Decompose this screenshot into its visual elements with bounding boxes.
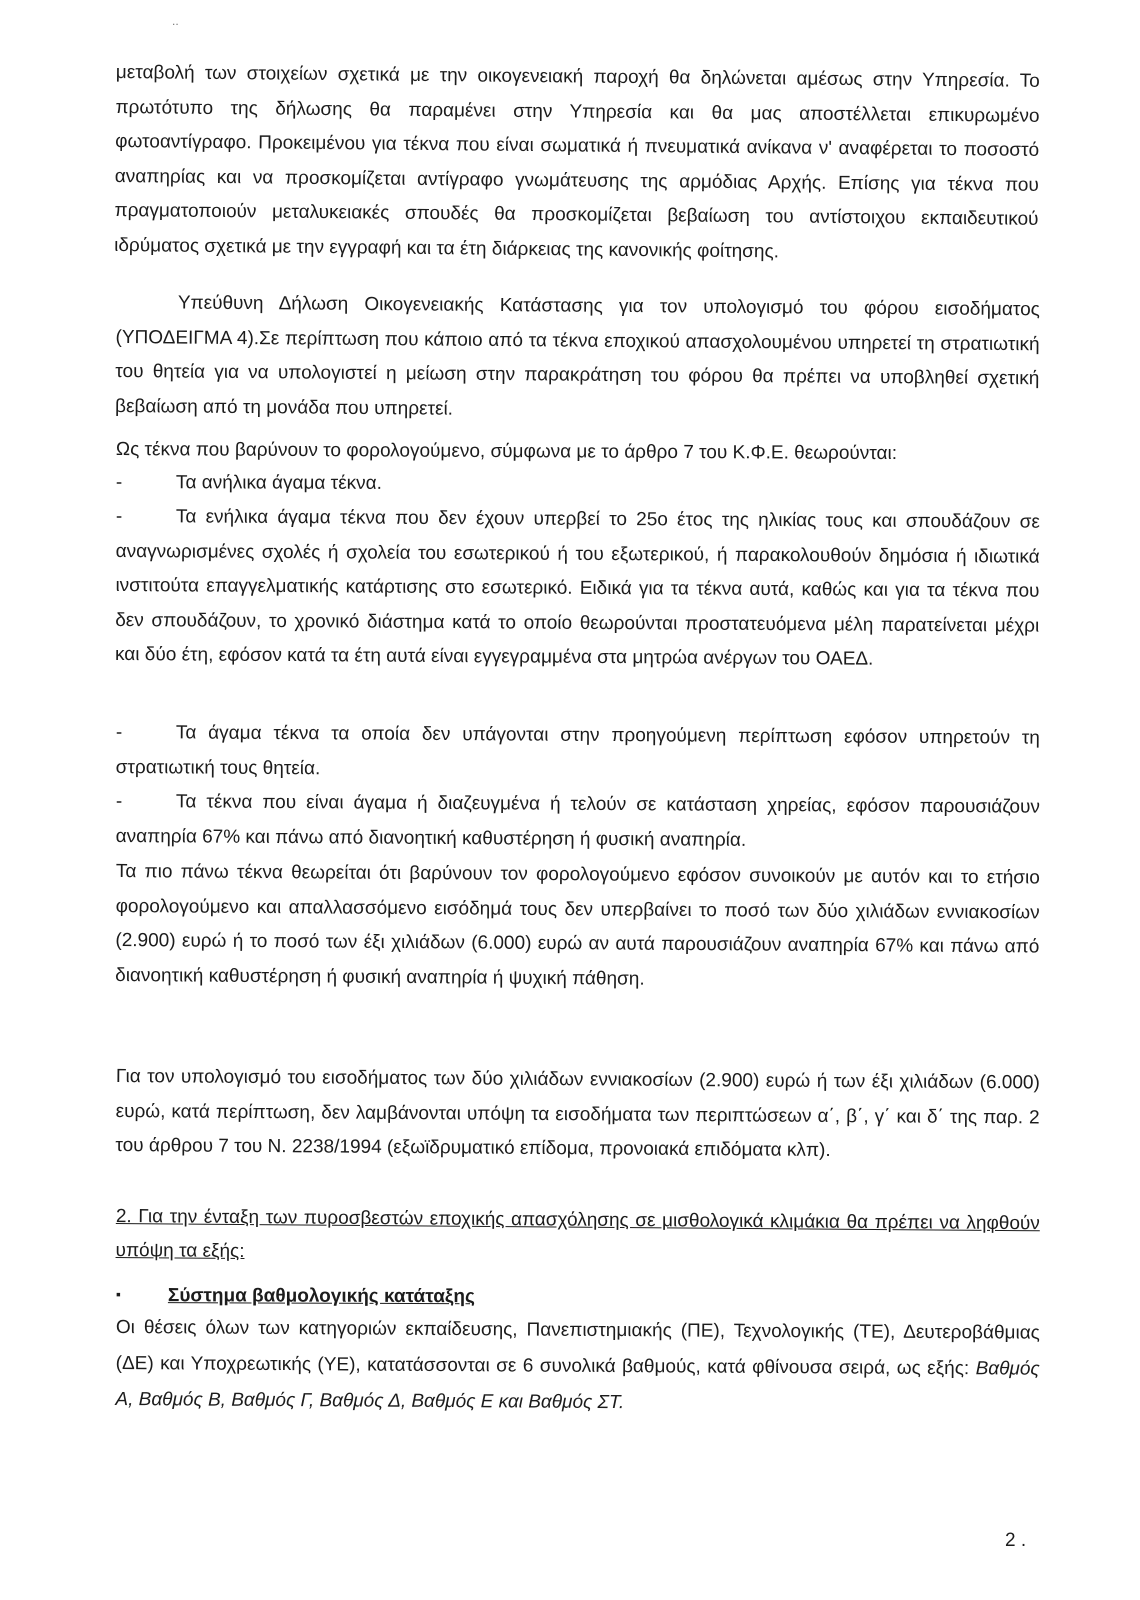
grading-system-subheading [116, 1277, 475, 1314]
grades-list: Βαθμός Α, Βαθμός Β, Βαθμός Γ, Βαθμός Δ, Βαθμός Ε και Βαθμός ΣΤ. [115, 1358, 1040, 1414]
section-2-heading: 2. Για την ένταξη των πυροσβεστών εποχικής απασχόλησης σε μισθολογικά κλιμάκια θα πρέπει να ληφθούν υπόψη τα εξής: [115, 1205, 1040, 1263]
paragraph-grades [115, 1310, 1040, 1424]
page-number: 2 . [1005, 1530, 1027, 1551]
paragraph-tax-declaration: Υπεύθυνη Δήλωση Οικογενειακής Κατάστασης για τον υπολογισμό του φόρου εισοδήματος (ΥΠΟΔΕΙΓΜΑ 4).Σε περίπτωση που κάποιο από τα τέκνα εποχικού απασχολουμένου υπηρετεί τη στρατιωτική του θητεία για να υπολογιστεί η μείωση στην παρακράτηση του φόρου θα πρέπει να υποβληθεί σχετική βεβαίωση από τη μονάδα που υπηρετεί. [114, 292, 1040, 420]
paragraph-dependents-intro: Ως τέκνα που βαρύνουν το φορολογούμενο, σύμφωνα με το άρθρο 7 του Κ.Φ.Ε. θεωρούνται: [115, 438, 898, 465]
paragraph-dependents-conditions: Τα πιο πάνω τέκνα θεωρείται ότι βαρύνουν τον φορολογούμενο εφόσον συνοικούν με αυτόν και το ετήσιο φορολογούμενο και απαλλασσόμενο εισόδημά τους δεν υπερβαίνει το ποσό των δύο χιλιάδων εννιακοσίων (2.900) ευρώ ή το ποσό των έξι χιλιάδων (6.000) ευρώ αν αυτά παρουσιάζουν αναπηρία 67% και πάνω από διανοητική καθυστέρηση ή φυσική αναπηρία ή ψυχική πάθηση. [115, 860, 1040, 990]
grades-description: Οι θέσεις όλων των κατηγοριών εκπαίδευσης, Πανεπιστημιακής (ΠΕ), Τεχνολογικής (ΤΕ), Δευτεροβάθμιας (ΔΕ) και Υποχρεωτικής (ΥΕ), κατατάσσονται σε 6 συνολικά βαθμούς, κατά φθίνουσα σειρά, ως εξής: [115, 1316, 1040, 1380]
list-item [116, 466, 1040, 504]
list-marker: - [115, 505, 123, 528]
list-marker: - [115, 721, 123, 744]
list-marker: - [115, 471, 123, 494]
list-item-text: Τα τέκνα που είναι άγαμα ή διαζευγμένα ή τελούν σε κατάσταση χηρείας, εφόσον παρουσιάζουν αναπηρία 67% και πάνω από διανοητική καθυστέρηση ή φυσική αναπηρία. [115, 791, 1040, 851]
list-item [115, 500, 1040, 678]
list-item-text: Τα ανήλικα άγαμα τέκνα. [175, 472, 382, 494]
scan-mark: .. [172, 14, 179, 28]
bullet-icon: ▪ [115, 1286, 121, 1303]
paragraph-family-allowance: μεταβολή των στοιχείων σχετικά με την οικογενειακή παροχή θα δηλώνεται αμέσως στην Υπηρεσία. Το πρωτότυπο της δήλωσης θα παραμένει στην Υπηρεσία και θα μας αποστέλλεται επικυρωμένο φωτοαντίγραφο. Προκειμένου για τέκνα που είναι σωματικά ή πνευματικά ανίκανα ν' αναφέρεται το ποσοστό αναπηρίας και να προσκομίζεται αντίγραφο γνωμάτευσης της αρμόδιας Αρχής. Επίσης για τέκνα που πραγματοποιούν μεταλυκειακές σπουδές θα προσκομίζεται βεβαίωση του αντίστοιχου εκπαιδευτικού ιδρύματος σχετικά με την εγγραφή και τα έτη διάρκειας της κανονικής φοίτησης. [114, 61, 1040, 262]
list-item-text: Τα άγαμα τέκνα τα οποία δεν υπάγονται στην προηγούμενη περίπτωση εφόσον υπηρετούν τη στρατιωτική τους θητεία. [115, 722, 1040, 779]
list-item [116, 785, 1040, 860]
paragraph-income-calculation: Για τον υπολογισμό του εισοδήματος των δύο χιλιάδων εννιακοσίων (2.900) ευρώ ή των έξι χιλιάδων (6.000) ευρώ, κατά περίπτωση, δεν λαμβάνονται υπόψη τα εισοδήματα των περιπτώσεων α΄, β΄, γ΄ και δ΄ της παρ. 2 του άρθρου 7 του Ν. 2238/1994 (εξωϊδρυματικό επίδομα, προνοιακά επιδόματα κλπ). [115, 1065, 1040, 1161]
list-item-text: Τα ενήλικα άγαμα τέκνα που δεν έχουν υπερβεί το 25ο έτος της ηλικίας τους και σπουδάζουν σε αναγνωρισμένες σχολές ή σχολεία του εσωτερικού ή του εξωτερικού, ή παρακολουθούν δημόσια ή ιδιωτικά ινστιτούτα επαγγελματικής κατάρτισης στο εσωτερικό. Ειδικά για τα τέκνα αυτά, καθώς και για τα τέκνα που δεν σπουδάζουν, το χρονικό διάστημα κατά το οποίο θεωρούνται προστατευόμενα μέλη παρατείνεται μέχρι και δύο έτη, εφόσον κατά τα έτη αυτά είναι εγγεγραμμένα στα μητρώα ανέργων του ΟΑΕΔ. [114, 506, 1040, 670]
list-item [116, 716, 1040, 791]
subheading-text: Σύστημα βαθμολογικής κατάταξης [167, 1285, 475, 1308]
list-marker: - [115, 790, 123, 813]
